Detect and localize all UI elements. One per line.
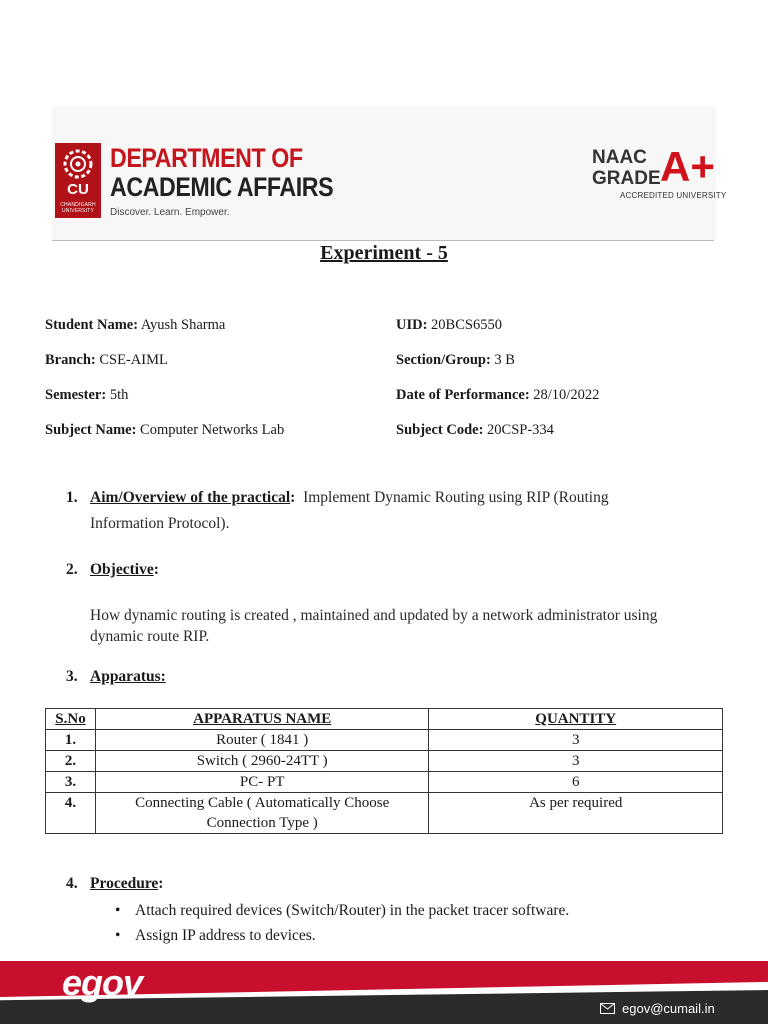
procedure-list xyxy=(112,898,569,948)
row-sno: 4. xyxy=(46,793,96,834)
code-label: Subject Code: xyxy=(396,422,484,438)
cog-emblem-icon xyxy=(61,147,95,181)
apparatus-table xyxy=(45,708,723,834)
list-item: • Assign IP address to devices. xyxy=(112,923,569,948)
accredited-label: ACCREDITED UNIVERSITY xyxy=(620,191,727,200)
table-row xyxy=(46,730,723,751)
section-row xyxy=(396,352,515,369)
egov-logo: egov xyxy=(62,962,143,1003)
table-row xyxy=(46,772,723,793)
subject-label: Subject Name: xyxy=(45,422,137,438)
semester-label: Semester: xyxy=(45,387,107,403)
uid-row xyxy=(396,317,502,334)
procedure-heading: Procedure xyxy=(90,875,159,892)
row-qty: As per required xyxy=(429,793,723,834)
aim-heading: Aim/Overview of the practical xyxy=(90,489,291,506)
row-qty: 6 xyxy=(429,772,723,793)
logo-text: CU xyxy=(67,181,89,198)
procedure-number: 4. xyxy=(66,875,78,892)
uid-label: UID: xyxy=(396,317,428,333)
row-sno: 2. xyxy=(46,751,96,772)
table-header-row xyxy=(46,709,723,730)
naac-label: NAAC xyxy=(592,147,647,168)
header-apparatus-name: APPARATUS NAME xyxy=(95,709,428,730)
student-name-value: Ayush Sharma xyxy=(140,317,226,333)
aim-number: 1. xyxy=(66,489,78,506)
row-name: PC- PT xyxy=(95,772,428,793)
list-item: • Attach required devices (Switch/Router) in the packet tracer software. xyxy=(112,898,569,923)
objective-text xyxy=(90,605,730,647)
procedure-section: 4. Procedure: xyxy=(66,875,164,892)
footer-email[interactable]: egov@cumail.in xyxy=(622,1001,715,1016)
dept-title-line2: ACADEMIC AFFAIRS xyxy=(110,172,334,202)
student-name-label: Student Name: xyxy=(45,317,139,333)
branch-value: CSE-AIML xyxy=(99,352,168,368)
mail-icon xyxy=(600,1003,615,1014)
section-value: 3 B xyxy=(494,352,515,368)
aim-text-line1: Implement Dynamic Routing using RIP (Routing xyxy=(303,489,609,506)
grade-label: GRADE xyxy=(592,168,661,189)
row-sno: 1. xyxy=(46,730,96,751)
date-label: Date of Performance: xyxy=(396,387,530,403)
objective-number: 2. xyxy=(66,561,78,578)
cu-logo xyxy=(55,143,101,218)
apparatus-section xyxy=(66,668,166,686)
uid-value: 20BCS6550 xyxy=(431,317,502,333)
apparatus-heading: Apparatus: xyxy=(90,668,166,685)
objective-section: 2. Objective: xyxy=(66,561,159,578)
header-divider xyxy=(52,240,714,241)
branch-row xyxy=(45,352,168,369)
row-qty: 3 xyxy=(429,751,723,772)
table-row xyxy=(46,793,723,834)
objective-text-line2: dynamic route RIP. xyxy=(90,628,210,645)
grade-value: A+ xyxy=(660,143,715,190)
code-row xyxy=(396,422,554,439)
experiment-title: Experiment - 5 xyxy=(320,242,448,264)
semester-row xyxy=(45,387,128,404)
student-name-row xyxy=(45,317,225,334)
table-row xyxy=(46,751,723,772)
row-sno: 3. xyxy=(46,772,96,793)
row-name-line1: Connecting Cable ( Automatically Choose xyxy=(135,795,390,811)
objective-text-line1: How dynamic routing is created , maintained and updated by a network administrator using xyxy=(90,607,658,624)
code-value: 20CSP-334 xyxy=(487,422,554,438)
row-qty: 3 xyxy=(429,730,723,751)
logo-subtext: CHANDIGARH UNIVERSITY xyxy=(60,202,96,214)
aim-text-line2: Information Protocol). xyxy=(90,515,230,532)
row-name: Switch ( 2960-24TT ) xyxy=(95,751,428,772)
row-name-line2: Connection Type ) xyxy=(206,815,318,831)
section-label: Section/Group: xyxy=(396,352,491,368)
date-row xyxy=(396,387,599,404)
semester-value: 5th xyxy=(109,387,129,403)
objective-heading: Objective xyxy=(90,561,154,578)
row-name xyxy=(95,793,428,834)
apparatus-number: 3. xyxy=(66,668,78,685)
aim-section: 1. Aim/Overview of the practical: Implement Dynamic Routing using RIP (Routing xyxy=(66,489,609,506)
header-quantity: QUANTITY xyxy=(429,709,723,730)
subject-row xyxy=(45,422,284,439)
row-name: Router ( 1841 ) xyxy=(95,730,428,751)
subject-value: Computer Networks Lab xyxy=(140,422,285,438)
branch-label: Branch: xyxy=(45,352,96,368)
dept-title-line1: DEPARTMENT OF xyxy=(110,143,303,173)
dept-tagline: Discover. Learn. Empower. xyxy=(110,207,230,218)
date-value: 28/10/2022 xyxy=(533,387,600,403)
header-sno: S.No xyxy=(46,709,96,730)
